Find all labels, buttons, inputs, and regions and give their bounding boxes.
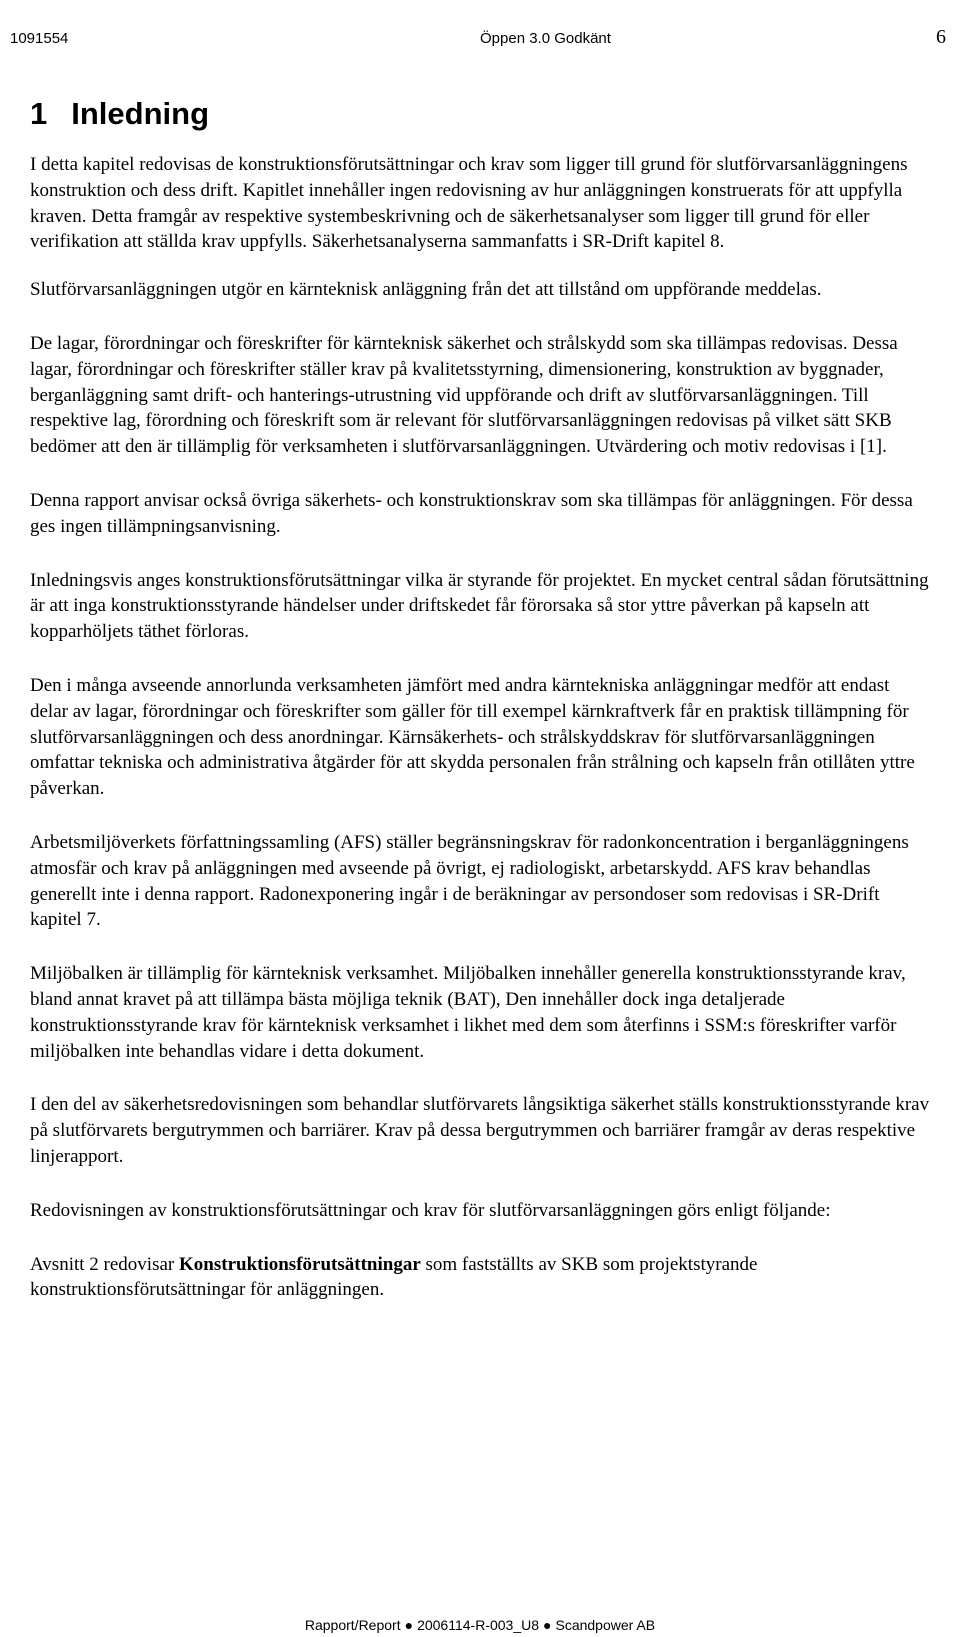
paragraph: Miljöbalken är tillämplig för kärnteknisk verksamhet. Miljöbalken innehåller generella konstruktionsstyrande krav, bland annat kravet på att tillämpa bästa möjliga teknik (BAT), Den innehåller dock inga detaljerade konstruktionsstyrande krav för kärnteknisk verksamhet i likhet med dem som återfinns i SSM:s föreskrifter varför miljöbalken inte behandlas vidare i detta dokument. [30,963,906,1062]
paragraph: I detta kapitel redovisas de konstruktionsförutsättningar och krav som ligger till grund för slutförvarsanläggningens konstruktion och dess drift. Kapitlet innehåller ingen redovisning av hur anläggningen konstruerats för att uppfylla kraven. Detta framgår av respektive systembeskrivning och de säkerhetsanalyser som ligger till grund för eller verifikation att ställda krav uppfylls. Säkerhetsanalyserna sammanfatts i SR-Drift kapitel 8. [30,154,908,253]
paragraph-text: som fastställts av SKB som projektstyrande konstruktionsförutsättningar för anläggningen. [30,1253,758,1301]
document-status: Öppen 3.0 Godkänt [480,30,611,47]
paragraph: Den i många avseende annorlunda verksamheten jämfört med andra kärntekniska anläggningar medför att endast delar av lagar, förordningar och föreskrifter som gäller för till exempel kärnkraftverk får en praktisk tillämpning för slutförvarsanläggningen och dess anordningar. Kärnsäkerhets- och strålskyddskrav för slutförvarsanläggningen omfattar tekniska och administrativa åtgärder för att skydda personalen från strålning och kapseln från otillåten yttre påverkan. [30,674,915,800]
paragraph: Slutförvarsanläggningen utgör en kärnteknisk anläggning från det att tillstånd om uppförande meddelas. [30,279,822,301]
paragraph: Arbetsmiljöverkets författningssamling (AFS) ställer begränsningskrav för radonkoncentration i berganläggningens atmosfär och krav på anläggningen med avseende på övrigt, ej radiologiskt, arbetarskydd. AFS krav behandlas generellt inte i denna rapport. Radonexponering ingår i de beräkningar av persondoser som redovisas i SR-Drift kapitel 7. [30,831,909,931]
footer-company: Scandpower AB [555,1617,656,1633]
page-number: 6 [936,26,946,48]
footer-separator: ● [404,1617,414,1633]
page-content [30,92,930,1331]
footer-report-number: 2006114-R-003_U8 [417,1617,540,1633]
chapter-heading [30,92,930,136]
paragraph: Redovisningen av konstruktionsförutsättningar och krav för slutförvarsanläggningen görs enligt följande: [30,1199,831,1221]
page-header [10,26,950,48]
footer-separator: ● [543,1617,552,1633]
paragraph: I den del av säkerhetsredovisningen som behandlar slutförvarets långsiktiga säkerhet ställs konstruktionsstyrande krav på slutförvarets bergutrymmen och barriärer. Krav på dessa bergutrymmen och barriärer framgår av deras respektive linjerapport. [30,1094,930,1167]
chapter-number: 1 [30,96,48,131]
chapter-title: Inledning [71,96,210,131]
paragraph-text: Avsnitt 2 redovisar [30,1253,179,1275]
bold-term: Konstruktionsförutsättningar [179,1253,421,1275]
paragraph: De lagar, förordningar och föreskrifter för kärnteknisk säkerhet och strålskydd som ska tillämpas redovisas. Dessa lagar, förordningar och föreskrifter ställer krav på kvalitetsstyrning, dimensionering, konstruktion av byggnader, berganläggning samt drift- och hanterings-utrustning vid uppförande och drift av slutförvarsanläggningen. Till respektive lag, förordning och föreskrift som är relevant för slutförvarsanläggningen redovisas på vilket sätt SKB bedömer att den är tillämplig för verksamheten i slutförvarsanläggningen. Utvärdering och motiv redovisas i [1]. [30,332,898,458]
paragraph: Inledningsvis anges konstruktionsförutsättningar vilka är styrande för projektet. En mycket central sådan förutsättning är att inga konstruktionsstyrande händelser under driftskedet får förorsaka så stor yttre påverkan på kapseln att kopparhöljets täthet förloras. [30,569,929,643]
document-id: 1091554 [10,30,69,47]
paragraph: Denna rapport anvisar också övriga säkerhets- och konstruktionskrav som ska tillämpas för anläggningen. För dessa ges ingen tillämpningsanvisning. [30,489,913,537]
paragraph-last [30,1252,930,1304]
footer-report-label: Rapport/Report [304,1617,401,1633]
page-footer [0,1617,960,1633]
